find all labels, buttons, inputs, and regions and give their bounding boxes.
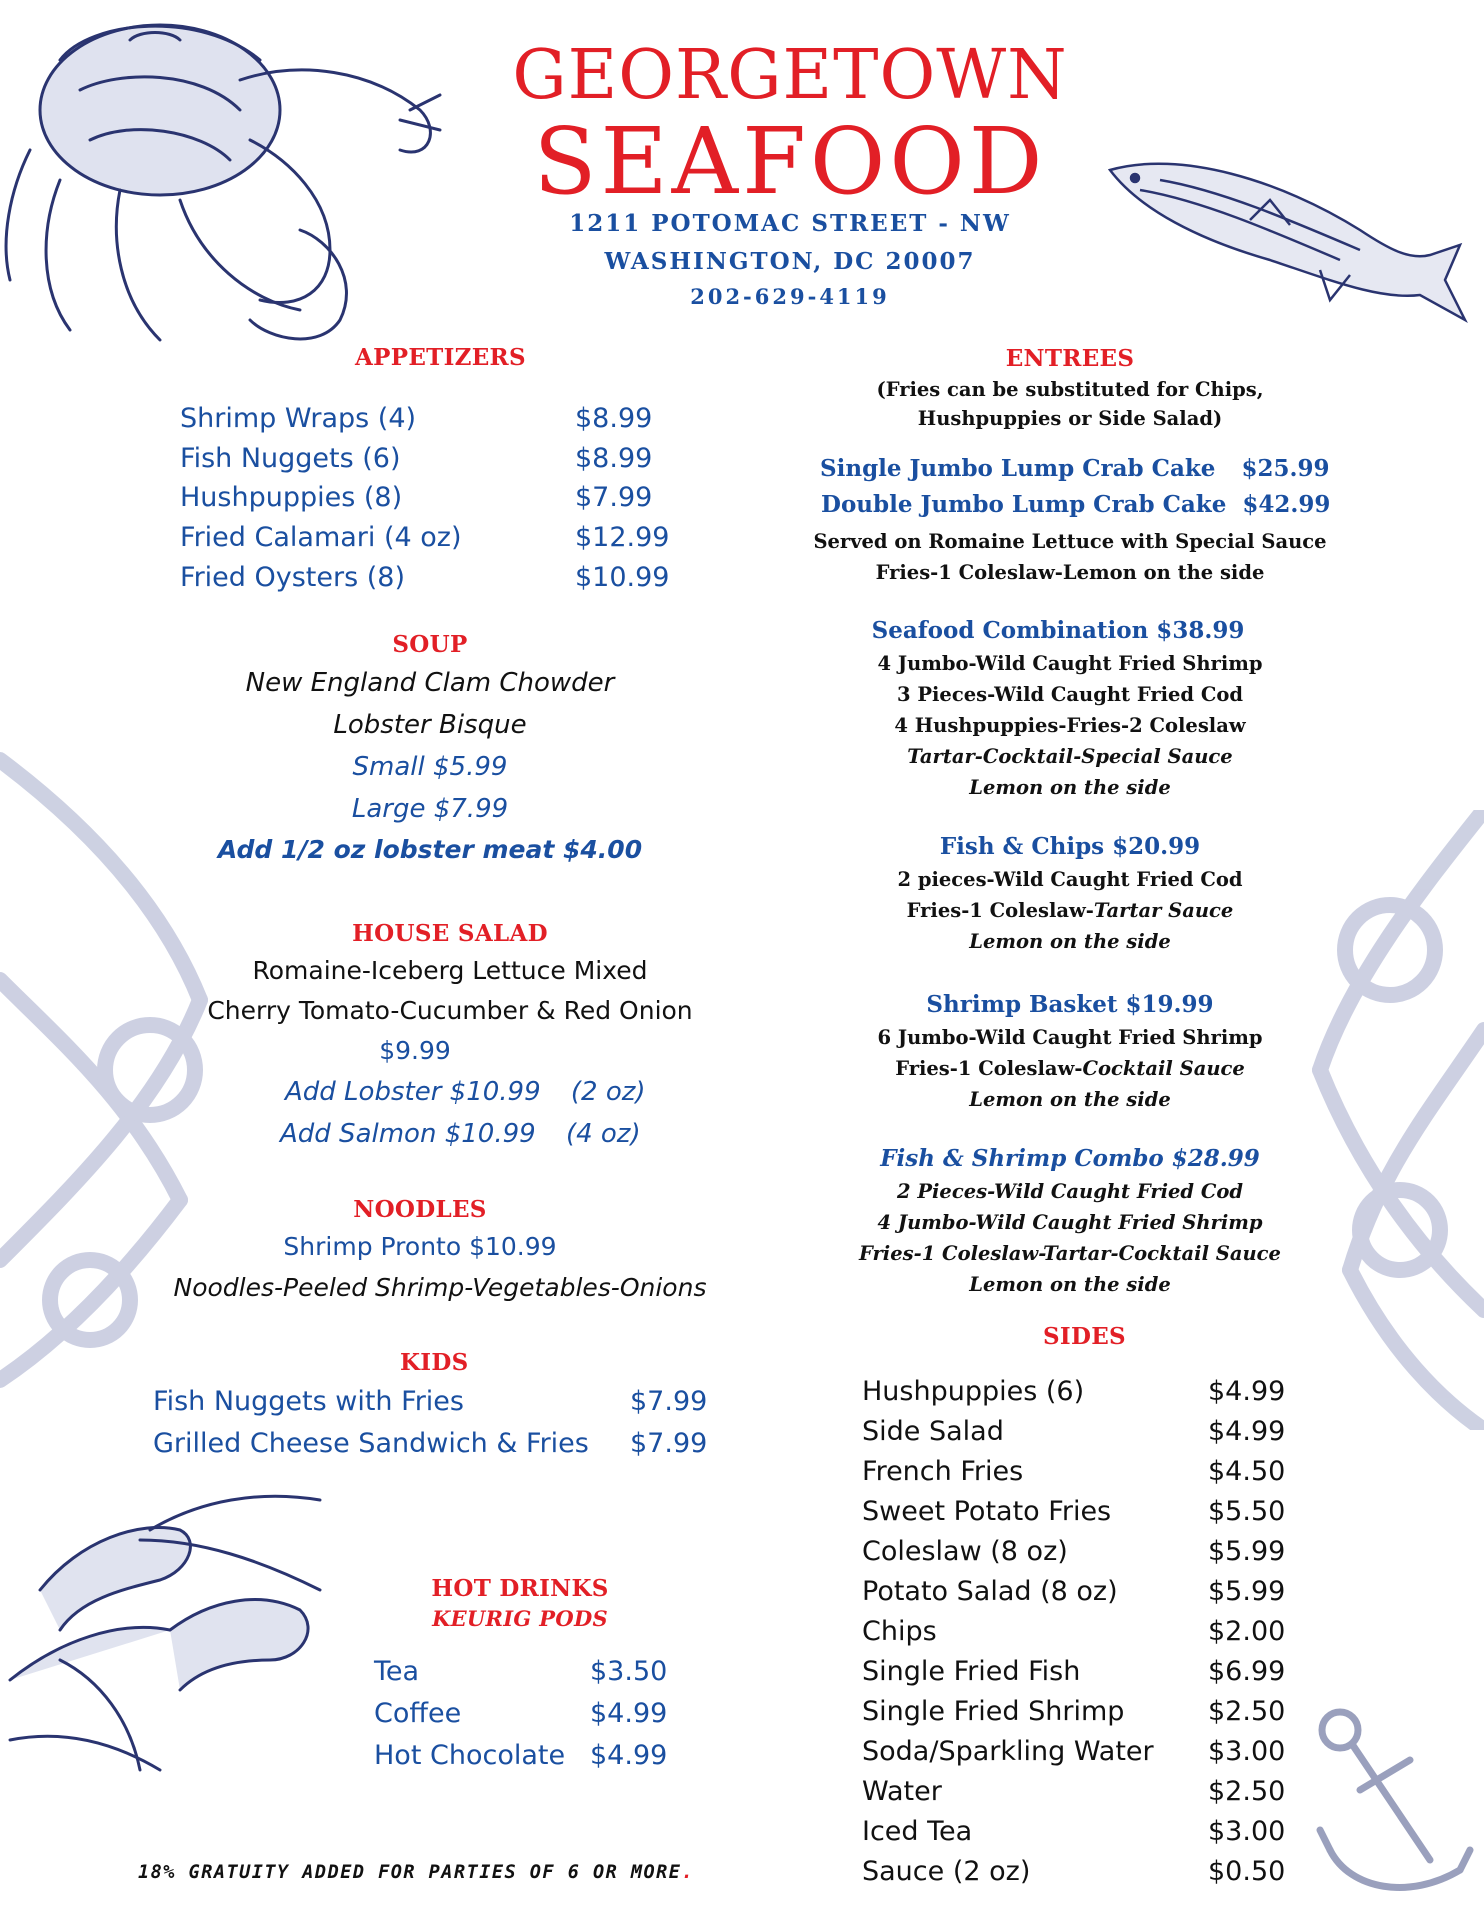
sb-line1: 6 Jumbo-Wild Caught Fried Shrimp (877, 1026, 1263, 1049)
crab-desc (790, 526, 1350, 588)
salad-add-salmon-label: Add Salmon $10.99 (280, 1119, 536, 1149)
soup-item-bisque: Lobster Bisque (333, 710, 527, 740)
fsc-line3: Fries-1 Coleslaw-Tartar-Cocktail Sauce (859, 1242, 1281, 1265)
item-price: $2.50 (1208, 1696, 1286, 1727)
fc-line2-a: Fries-1 Coleslaw- (906, 899, 1094, 922)
combo-line1: 4 Jumbo-Wild Caught Fried Shrimp (877, 652, 1263, 675)
noodles-desc: Noodles-Peeled Shrimp-Vegetables-Onions (173, 1273, 707, 1302)
item-price: $3.00 (1208, 1816, 1286, 1847)
fc-line1: 2 pieces-Wild Caught Fried Cod (897, 868, 1243, 891)
item-price: $5.99 (1208, 1576, 1286, 1607)
item-price: $12.99 (575, 522, 670, 553)
item-name: Fish Nuggets (6) (180, 443, 401, 474)
fsc-title: Fish & Shrimp Combo $28.99 (880, 1145, 1260, 1172)
soup-section (180, 630, 680, 870)
soup-large-price: Large $7.99 (351, 794, 509, 824)
crab-double-price: $42.99 (1242, 491, 1331, 518)
salad-line2: Cherry Tomato-Cucumber & Red Onion (207, 996, 693, 1025)
item-name: Sweet Potato Fries (862, 1496, 1112, 1527)
salad-add-lobster-label: Add Lobster $10.99 (285, 1077, 541, 1107)
item-name: Fish Nuggets with Fries (153, 1386, 464, 1417)
item-name: Hot Chocolate (374, 1740, 566, 1771)
noodles-section (140, 1194, 740, 1308)
lobster-illustration (0, 1480, 340, 1780)
combo-title: Seafood Combination $38.99 (871, 617, 1245, 644)
crab-double-name: Double Jumbo Lump Crab Cake (821, 491, 1227, 518)
item-price: $4.50 (1208, 1456, 1286, 1487)
item-name: Coleslaw (8 oz) (862, 1536, 1068, 1567)
item-price: $4.99 (1208, 1376, 1286, 1407)
item-name: Potato Salad (8 oz) (862, 1576, 1118, 1607)
item-name: Hushpuppies (6) (862, 1376, 1085, 1407)
item-name: French Fries (862, 1456, 1024, 1487)
entrees-note-line2: Hushpuppies or Side Salad) (917, 407, 1223, 430)
crab-desc-line1: Served on Romaine Lettuce with Special Sauce (813, 530, 1327, 553)
fsc-line2: 4 Jumbo-Wild Caught Fried Shrimp (877, 1211, 1263, 1234)
appetizers-heading: APPETIZERS (355, 344, 526, 371)
item-name: Single Fried Shrimp (862, 1696, 1125, 1727)
item-price: $7.99 (630, 1386, 708, 1417)
soup-heading: SOUP (392, 631, 468, 658)
item-price: $4.99 (590, 1740, 668, 1771)
item-price: $3.00 (1208, 1736, 1286, 1767)
fc-line3: Lemon on the side (969, 930, 1171, 953)
item-name: Fried Oysters (8) (180, 562, 405, 593)
item-name: Iced Tea (862, 1816, 973, 1847)
fsc-line1: 2 Pieces-Wild Caught Fried Cod (896, 1180, 1244, 1203)
item-price: $5.50 (1208, 1496, 1286, 1527)
sb-line2 (790, 1053, 1350, 1084)
sb-line2-b: Cocktail Sauce (1082, 1057, 1245, 1080)
combo-line2: 3 Pieces-Wild Caught Fried Cod (896, 683, 1244, 706)
salmon-illustration (1100, 150, 1470, 340)
item-price: $8.99 (575, 443, 653, 474)
noodles-heading: NOODLES (353, 1196, 487, 1223)
crab-single-name: Single Jumbo Lump Crab Cake (820, 455, 1216, 482)
phone-number: 202-629-4119 (690, 284, 890, 309)
hot-drinks-heading-block (400, 1574, 640, 1634)
brand-line2: SEAFOOD (533, 108, 1047, 215)
gratuity-text: 18% GRATUITY ADDED FOR PARTIES OF 6 OR MORE (138, 1862, 682, 1883)
salad-price: $9.99 (379, 1036, 451, 1065)
entrees-heading: ENTREES (1005, 345, 1135, 372)
item-price: $4.99 (590, 1698, 668, 1729)
item-price: $6.99 (1208, 1656, 1286, 1687)
item-name: Water (862, 1776, 942, 1807)
item-price: $0.50 (1208, 1856, 1286, 1887)
item-name: Shrimp Wraps (4) (180, 403, 417, 434)
fish-shrimp-combo (790, 1142, 1350, 1300)
item-price: $10.99 (575, 562, 670, 593)
address-line1: 1211 POTOMAC STREET - NW (569, 210, 1011, 237)
sb-title: Shrimp Basket $19.99 (926, 991, 1214, 1018)
salad-add-lobster (285, 1077, 646, 1107)
sb-line3: Lemon on the side (969, 1088, 1171, 1111)
item-name: Soda/Sparkling Water (862, 1736, 1154, 1767)
combo-line4: Tartar-Cocktail-Special Sauce (907, 745, 1233, 768)
item-name: Side Salad (862, 1416, 1004, 1447)
combo-line3: 4 Hushpuppies-Fries-2 Coleslaw (894, 714, 1246, 737)
salad-add-lobster-qty: (2 oz) (570, 1077, 646, 1107)
salad-section (180, 918, 720, 1071)
hot-drinks-subtitle: KEURIG PODS (432, 1606, 608, 1631)
fc-line2-b: Tartar Sauce (1093, 899, 1234, 922)
hot-drinks-heading: HOT DRINKS (431, 1575, 609, 1602)
item-price: $7.99 (630, 1428, 708, 1459)
item-name: Fried Calamari (4 oz) (180, 522, 462, 553)
fc-line2 (790, 895, 1350, 926)
crab-illustration (0, 0, 460, 400)
item-price: $7.99 (575, 482, 653, 513)
address-line2: WASHINGTON, DC 20007 (604, 248, 976, 275)
sb-line2-a: Fries-1 Coleslaw- (895, 1057, 1083, 1080)
item-price: $8.99 (575, 403, 653, 434)
entrees-note-line1: (Fries can be substituted for Chips, (876, 378, 1264, 401)
brand-logo (480, 36, 1100, 215)
crab-single-price: $25.99 (1241, 455, 1330, 482)
salad-add-salmon-qty: (4 oz) (565, 1119, 641, 1149)
crab-double-title (821, 491, 1330, 518)
fsc-line4: Lemon on the side (969, 1273, 1171, 1296)
entrees-section (790, 344, 1350, 433)
item-name: Chips (862, 1616, 937, 1647)
salad-heading: HOUSE SALAD (352, 920, 548, 947)
item-name: Coffee (374, 1698, 462, 1729)
brand-line1: GEORGETOWN (512, 36, 1068, 115)
combo-line5: Lemon on the side (969, 776, 1171, 799)
fish-and-chips (790, 830, 1350, 957)
item-price: $5.99 (1208, 1536, 1286, 1567)
fc-title: Fish & Chips $20.99 (939, 833, 1201, 860)
sides-heading: SIDES (1043, 1323, 1126, 1350)
soup-addon: Add 1/2 oz lobster meat $4.00 (217, 835, 643, 864)
crab-desc-line2: Fries-1 Coleslaw-Lemon on the side (875, 561, 1265, 584)
noodles-item: Shrimp Pronto $10.99 (283, 1232, 557, 1261)
gratuity-dot: . (681, 1862, 695, 1883)
salad-line1: Romaine-Iceberg Lettuce Mixed (252, 956, 648, 985)
salad-add-salmon (280, 1119, 641, 1149)
anchor-illustration (1300, 1700, 1480, 1910)
shrimp-basket (790, 988, 1350, 1115)
crab-single-title (820, 455, 1329, 482)
item-name: Grilled Cheese Sandwich & Fries (153, 1428, 589, 1459)
item-name: Tea (374, 1656, 420, 1687)
item-price: $2.00 (1208, 1616, 1286, 1647)
item-price: $4.99 (1208, 1416, 1286, 1447)
soup-item-chowder: New England Clam Chowder (245, 668, 615, 698)
soup-small-price: Small $5.99 (352, 752, 508, 782)
item-price: $3.50 (590, 1656, 668, 1687)
item-name: Single Fried Fish (862, 1656, 1081, 1687)
item-name: Sauce (2 oz) (862, 1856, 1031, 1887)
item-name: Hushpuppies (8) (180, 482, 403, 513)
item-price: $2.50 (1208, 1776, 1286, 1807)
kids-heading: KIDS (400, 1349, 469, 1376)
gratuity-note (138, 1862, 694, 1883)
seafood-combination (790, 614, 1350, 803)
